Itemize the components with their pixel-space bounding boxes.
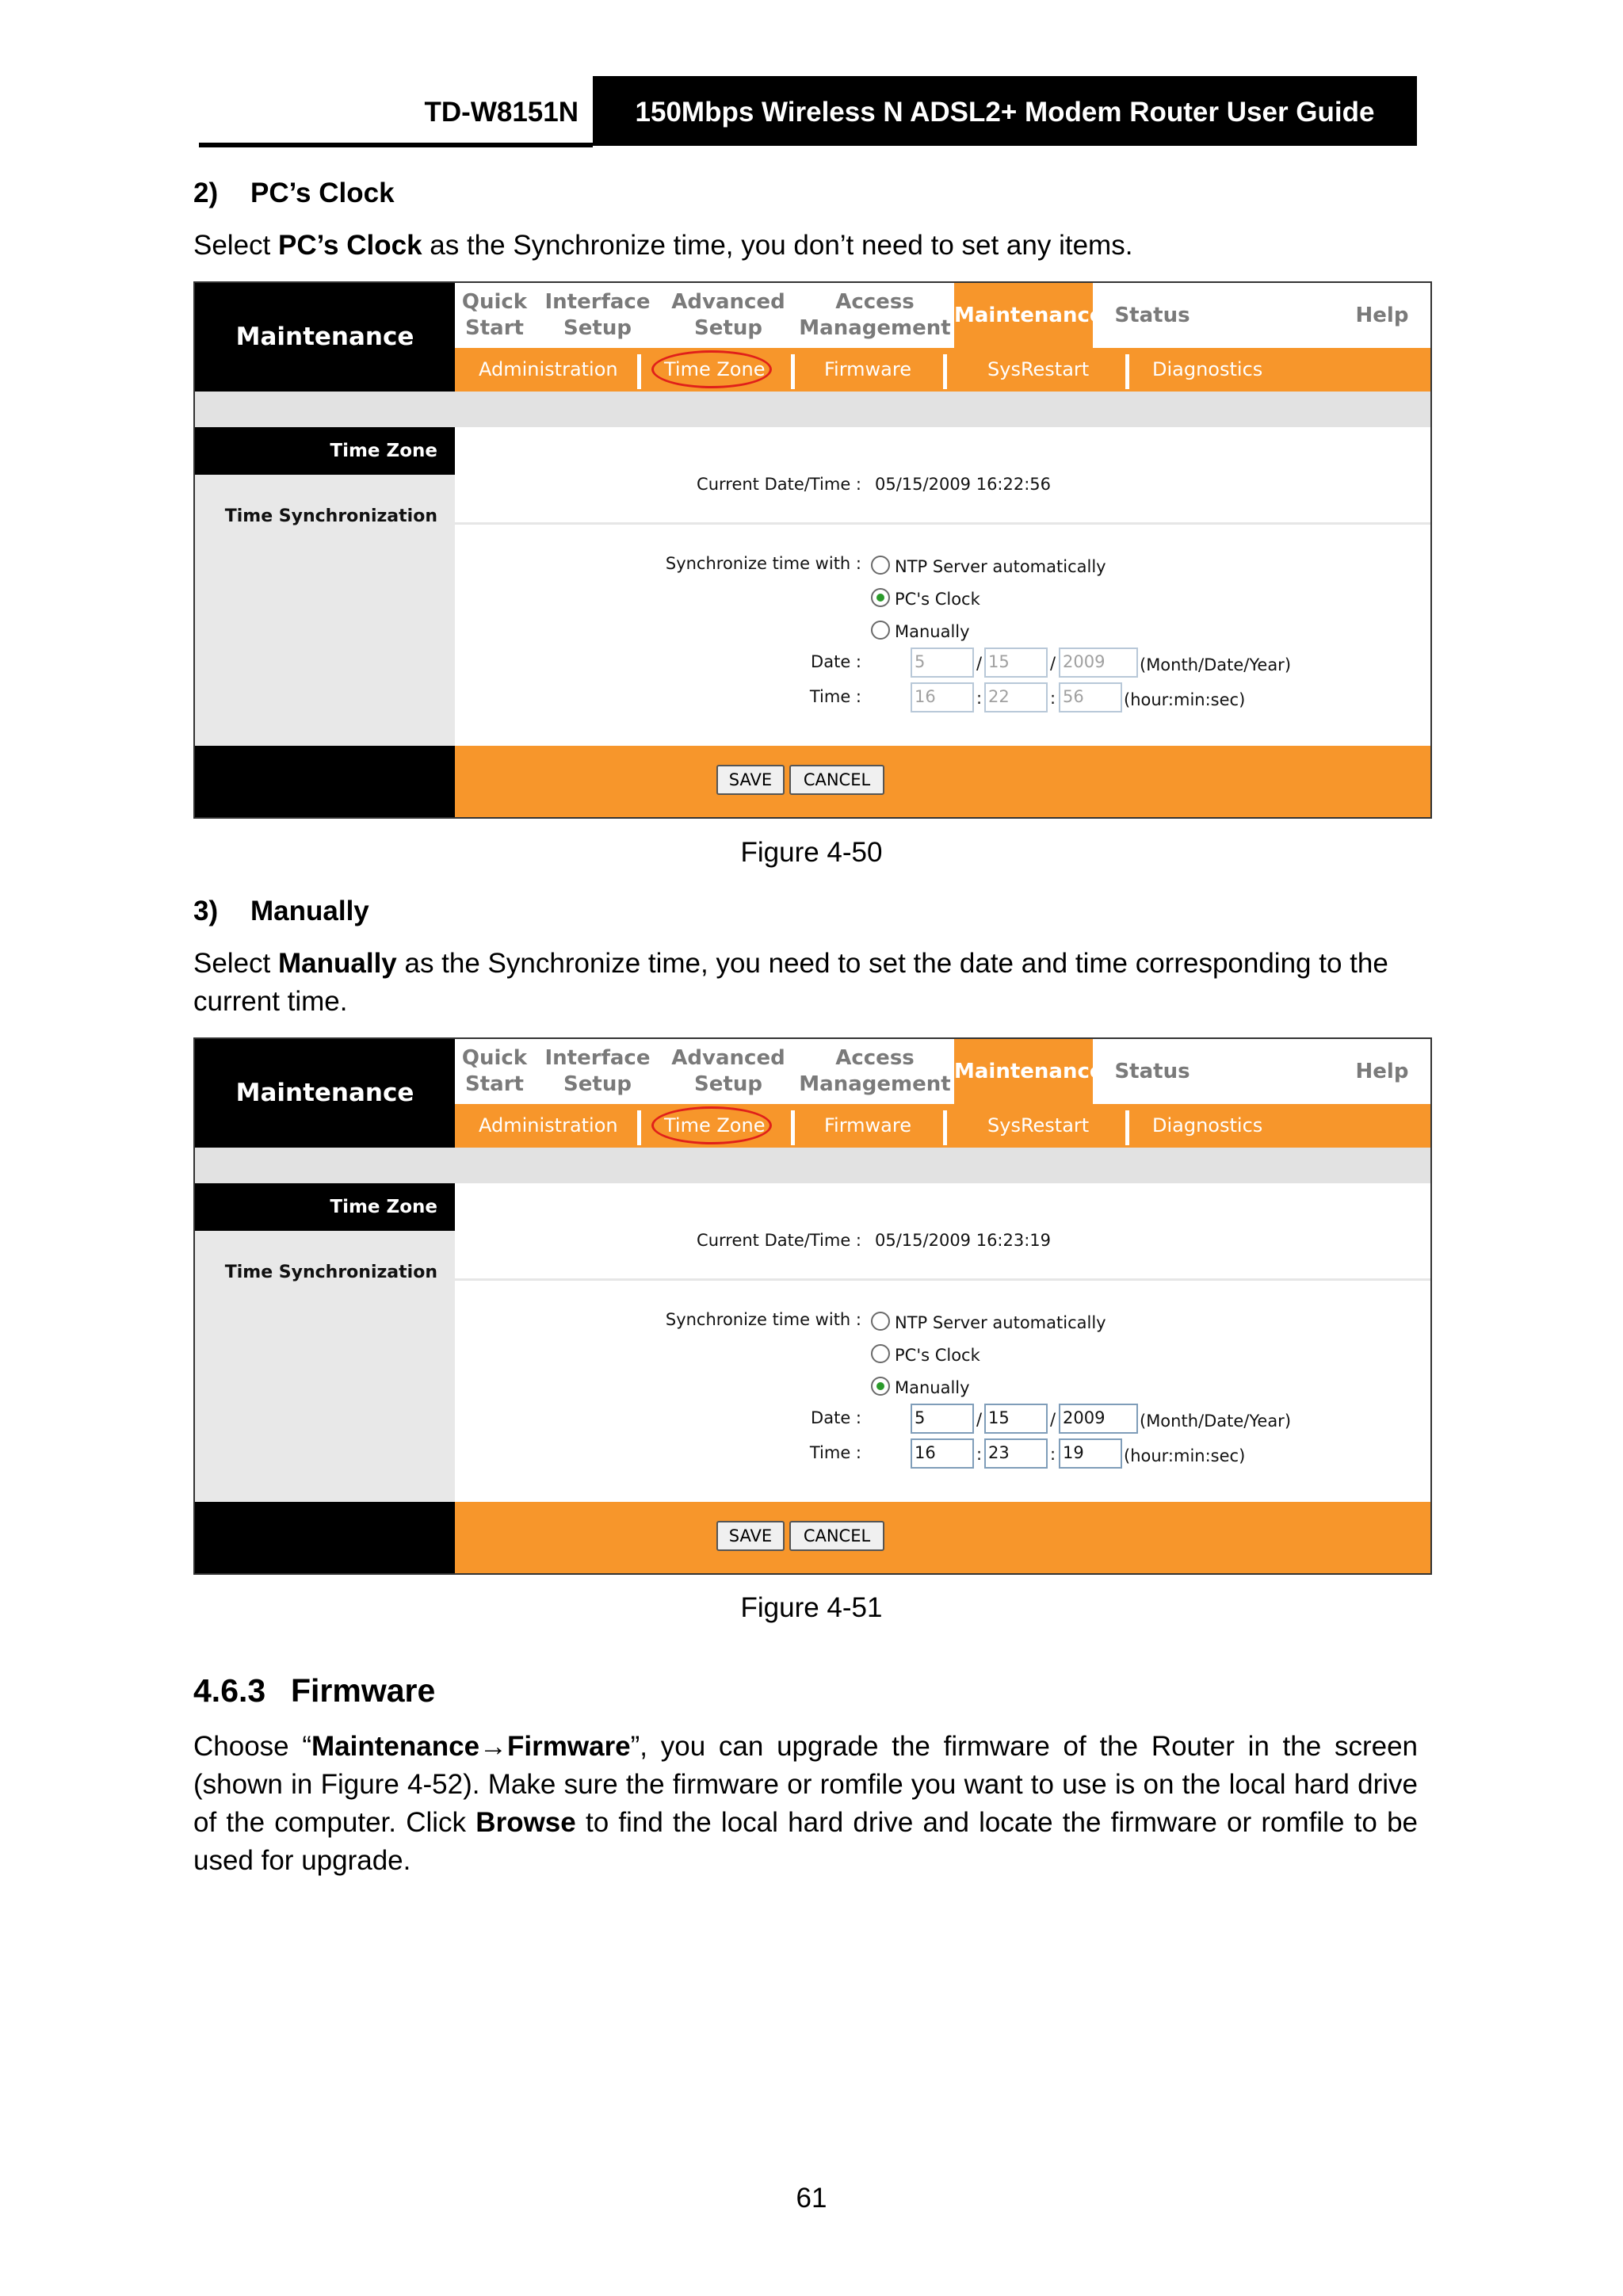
- time-sec-field[interactable]: 19: [1059, 1438, 1122, 1469]
- menu-access-management[interactable]: [796, 1045, 954, 1098]
- bold-text: Browse: [475, 1807, 576, 1838]
- date-hint: (Month/Date/Year): [1140, 655, 1292, 674]
- subsection-title: PC’s Clock: [250, 178, 395, 208]
- submenu-administration[interactable]: Administration: [479, 1114, 618, 1137]
- radio-ntp-label: NTP Server automatically: [895, 1313, 1106, 1332]
- menu-quick-start[interactable]: [455, 289, 534, 342]
- subsection-number: 2): [193, 178, 219, 208]
- menu-help[interactable]: Help: [1355, 304, 1409, 327]
- menu-label: Quick: [461, 290, 528, 314]
- bold-text: Manually: [278, 948, 397, 979]
- menu-status[interactable]: Status: [1114, 1060, 1190, 1083]
- radio-ntp[interactable]: [871, 556, 890, 575]
- date-month-field[interactable]: 5: [911, 648, 974, 678]
- menu-label: Access: [835, 1046, 915, 1070]
- header-model: TD-W8151N: [424, 97, 579, 128]
- time-hour-field[interactable]: 16: [911, 682, 974, 712]
- subsection-title: Manually: [250, 896, 369, 926]
- time-label: Time :: [809, 687, 861, 706]
- left-panel: [195, 427, 455, 746]
- section-heading-firmware: [193, 1672, 435, 1710]
- date-year-field[interactable]: 2009: [1059, 1404, 1138, 1434]
- submenu-separator: [637, 1110, 641, 1145]
- content-area: [455, 1183, 1432, 1502]
- menu-interface-setup[interactable]: [534, 289, 661, 342]
- divider-band: [195, 1148, 1432, 1183]
- menu-label: Start: [465, 1072, 524, 1096]
- submenu-separator: [791, 1110, 795, 1145]
- text: Select: [193, 230, 278, 261]
- footer-left: [195, 1502, 455, 1575]
- main-menu: [455, 1039, 1432, 1104]
- text: as the Synchronize time, you need to set the date and time corresponding to the current time.: [193, 948, 1388, 1017]
- submenu-separator: [1125, 1110, 1129, 1145]
- date-day-field[interactable]: 15: [984, 1404, 1048, 1434]
- radio-manually[interactable]: [871, 621, 890, 640]
- paragraph-firmware: [193, 1728, 1418, 1880]
- panel-label: Time Synchronization: [224, 1263, 437, 1282]
- text: Choose “: [193, 1731, 312, 1762]
- current-datetime-label: Current Date/Time :: [697, 475, 861, 494]
- menu-label: Quick: [461, 1046, 528, 1070]
- text: ”, you can upgrade the firmware of the Router in the screen (shown in Figure 4-52). Make sure the firmware or romfile you want to use is on the local hard drive of the computer. Click: [193, 1731, 1418, 1838]
- date-day-field[interactable]: 15: [984, 648, 1048, 678]
- menu-help[interactable]: Help: [1355, 1060, 1409, 1083]
- text: to find the local hard drive and locate the firmware or romfile to be used for upgrade.: [193, 1807, 1419, 1876]
- brand-label: Maintenance: [195, 1039, 455, 1148]
- current-datetime-value: 05/15/2009 16:23:19: [875, 1231, 1052, 1250]
- figure-caption: Figure 4-51: [740, 1592, 883, 1623]
- current-datetime-label: Current Date/Time :: [697, 1231, 861, 1250]
- submenu-diagnostics[interactable]: Diagnostics: [1152, 358, 1263, 380]
- menu-label: Interface: [544, 290, 651, 314]
- footer-bar: [455, 746, 1432, 819]
- router-screenshot-figure-51: [193, 1037, 1432, 1575]
- date-year-field[interactable]: 2009: [1059, 648, 1138, 678]
- page-number: 61: [796, 2183, 827, 2214]
- sync-label: Synchronize time with :: [665, 554, 861, 573]
- cancel-button[interactable]: CANCEL: [789, 1521, 884, 1551]
- divider-band: [195, 392, 1432, 427]
- cancel-button[interactable]: CANCEL: [789, 765, 884, 795]
- panel-label: Time Synchronization: [224, 506, 437, 526]
- menu-access-management[interactable]: [796, 289, 954, 342]
- subsection-heading-manually: [193, 896, 369, 927]
- menu-label: Start: [465, 316, 524, 340]
- menu-label: Setup: [694, 1072, 762, 1096]
- submenu-sysrestart[interactable]: SysRestart: [987, 1114, 1090, 1137]
- save-button[interactable]: SAVE: [716, 1521, 785, 1551]
- sub-menu: [455, 348, 1432, 392]
- menu-advanced-setup[interactable]: [661, 1045, 796, 1098]
- radio-manually-label: Manually: [895, 1378, 970, 1397]
- time-hint: (hour:min:sec): [1124, 1446, 1246, 1465]
- date-label: Date :: [811, 652, 861, 671]
- menu-label: Setup: [563, 316, 632, 340]
- footer-bar: [455, 1502, 1432, 1575]
- main-menu: [455, 283, 1432, 348]
- menu-maintenance-active[interactable]: Maintenance: [954, 283, 1093, 348]
- panel-title: Time Zone: [195, 1183, 455, 1231]
- router-screenshot-figure-50: [193, 281, 1432, 819]
- content-divider: [455, 522, 1432, 525]
- brand-label: Maintenance: [195, 283, 455, 392]
- sub-menu: [455, 1104, 1432, 1148]
- radio-pc-clock[interactable]: [871, 588, 890, 607]
- radio-pc-clock[interactable]: [871, 1344, 890, 1363]
- radio-manually-label: Manually: [895, 622, 970, 641]
- submenu-separator: [943, 354, 947, 389]
- radio-pc-clock-label: PC's Clock: [895, 1346, 980, 1365]
- section-number: 4.6.3: [193, 1672, 266, 1709]
- time-sec-field[interactable]: 56: [1059, 682, 1122, 712]
- time-separator: :: [976, 1445, 983, 1464]
- figure-caption: Figure 4-50: [740, 837, 883, 868]
- time-label: Time :: [809, 1443, 861, 1462]
- subsection-heading-pc-clock: [193, 178, 395, 209]
- radio-ntp[interactable]: [871, 1312, 890, 1331]
- header-rule: [199, 143, 593, 147]
- submenu-separator: [637, 354, 641, 389]
- time-separator: :: [1050, 689, 1056, 708]
- date-separator: /: [1050, 654, 1056, 673]
- content-divider: [455, 1278, 1432, 1281]
- menu-label: Advanced: [671, 290, 785, 314]
- submenu-administration[interactable]: Administration: [479, 358, 618, 380]
- menu-label: Management: [799, 316, 951, 340]
- submenu-separator: [943, 1110, 947, 1145]
- date-month-field[interactable]: 5: [911, 1404, 974, 1434]
- paragraph-pc-clock: [193, 227, 1132, 265]
- menu-quick-start[interactable]: [455, 1045, 534, 1098]
- time-min-field[interactable]: 22: [984, 682, 1048, 712]
- time-hint: (hour:min:sec): [1124, 690, 1246, 709]
- bold-text: PC’s Clock: [278, 230, 422, 261]
- footer-left: [195, 746, 455, 819]
- menu-interface-setup[interactable]: [534, 1045, 661, 1098]
- menu-advanced-setup[interactable]: [661, 289, 796, 342]
- date-separator: /: [1050, 1410, 1056, 1429]
- submenu-time-zone[interactable]: Time Zone: [664, 358, 766, 380]
- time-hour-field[interactable]: 16: [911, 1438, 974, 1469]
- submenu-time-zone[interactable]: Time Zone: [664, 1114, 766, 1137]
- subsection-number: 3): [193, 896, 219, 926]
- radio-pc-clock-label: PC's Clock: [895, 590, 980, 609]
- submenu-firmware[interactable]: Firmware: [824, 1114, 911, 1137]
- save-button[interactable]: SAVE: [716, 765, 785, 795]
- menu-label: Interface: [544, 1046, 651, 1070]
- time-separator: :: [976, 689, 983, 708]
- paragraph-manually: [193, 945, 1432, 1021]
- time-separator: :: [1050, 1445, 1056, 1464]
- panel-title: Time Zone: [195, 427, 455, 475]
- date-label: Date :: [811, 1408, 861, 1427]
- submenu-sysrestart[interactable]: SysRestart: [987, 358, 1090, 380]
- time-min-field[interactable]: 23: [984, 1438, 1048, 1469]
- date-separator: /: [976, 654, 983, 673]
- running-header: [199, 76, 1417, 146]
- submenu-separator: [1125, 354, 1129, 389]
- menu-label: Advanced: [671, 1046, 785, 1070]
- left-panel: [195, 1183, 455, 1502]
- menu-label: Management: [799, 1072, 951, 1096]
- current-datetime-value: 05/15/2009 16:22:56: [875, 475, 1052, 494]
- menu-label: Setup: [563, 1072, 632, 1096]
- menu-maintenance-active[interactable]: Maintenance: [954, 1039, 1093, 1104]
- text: as the Synchronize time, you don’t need to set any items.: [422, 230, 1133, 261]
- submenu-firmware[interactable]: Firmware: [824, 358, 911, 380]
- menu-status[interactable]: Status: [1114, 304, 1190, 327]
- date-separator: /: [976, 1410, 983, 1429]
- radio-manually[interactable]: [871, 1377, 890, 1396]
- radio-ntp-label: NTP Server automatically: [895, 557, 1106, 576]
- menu-label: Access: [835, 290, 915, 314]
- submenu-diagnostics[interactable]: Diagnostics: [1152, 1114, 1263, 1137]
- bold-text: Maintenance→Firmware: [311, 1731, 631, 1762]
- section-title: Firmware: [291, 1672, 436, 1709]
- menu-label: Setup: [694, 316, 762, 340]
- submenu-separator: [791, 354, 795, 389]
- content-area: [455, 427, 1432, 746]
- date-hint: (Month/Date/Year): [1140, 1412, 1292, 1431]
- header-title: 150Mbps Wireless N ADSL2+ Modem Router User Guide: [593, 76, 1417, 146]
- sync-label: Synchronize time with :: [665, 1310, 861, 1329]
- text: Select: [193, 948, 278, 979]
